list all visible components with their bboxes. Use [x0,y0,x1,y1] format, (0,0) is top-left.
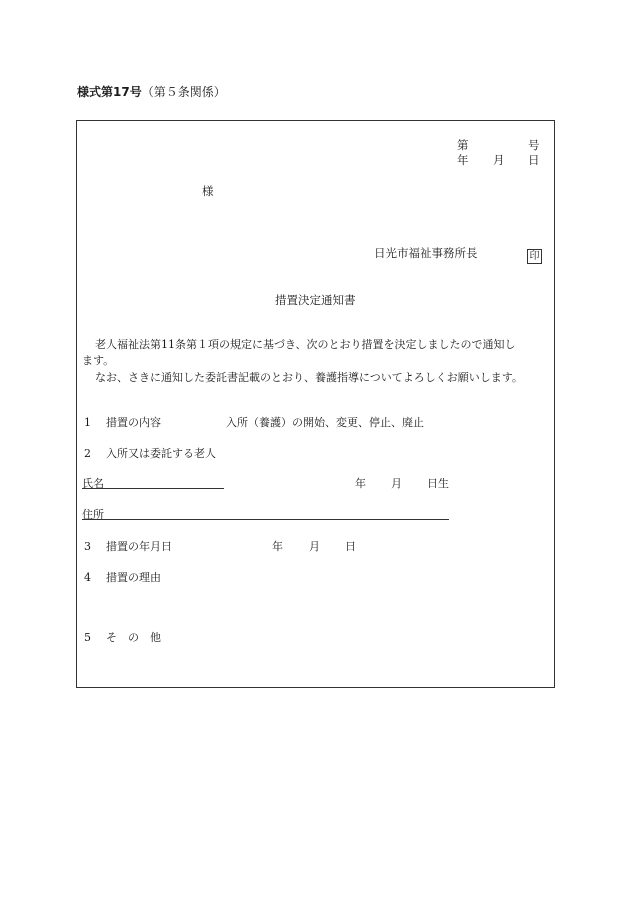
s3-year: 年 [272,540,283,553]
body-line-2: ます。 [82,354,115,367]
seal-text: 印 [527,249,542,264]
form-number [77,83,226,100]
s3-month: 月 [309,540,320,553]
birth-day: 日生 [427,477,449,490]
section-5 [84,629,161,645]
section-4-label: 措置の理由 [106,571,161,584]
date-day: 日 [528,153,540,167]
issuer-name: 日光市福祉事務所長 [374,246,478,260]
section-4-number: 4 [84,571,91,584]
birth-month: 月 [391,477,402,490]
date-year: 年 [457,153,469,167]
section-4 [84,569,161,585]
address-label: 住所 [82,508,104,521]
s3-day: 日 [345,540,356,553]
section-5-number: 5 [84,631,91,644]
document-frame [76,120,555,688]
name-underline [82,488,224,489]
form-number-label: 様式第17号 [77,85,142,99]
document-title: 措置決定通知書 [275,293,356,307]
birth-year: 年 [355,477,366,490]
body-line-3: なお、さきに通知した委託書記載のとおり、養護指導についてよろしくお願いします。 [95,371,523,384]
seal-mark [525,244,542,264]
section-3-label: 措置の年月日 [106,540,172,553]
number-suffix: 号 [528,138,540,152]
section-2-label: 入所又は委託する老人 [106,447,216,460]
name-label: 氏名 [82,477,104,490]
form-number-relation: （第５条関係） [141,85,226,99]
address-underline [82,519,449,520]
section-1-label: 措置の内容 [106,416,161,429]
section-1-value: 入所（養護）の開始、変更、停止、廃止 [226,416,424,429]
section-3-number: 3 [84,540,91,553]
date-month: 月 [493,153,505,167]
body-line-1: 老人福祉法第11条第１項の規定に基づき、次のとおり措置を決定しましたので通知し [95,338,516,351]
section-2 [84,445,216,461]
section-1 [84,414,161,430]
section-3 [84,538,172,554]
section-5-label: そ の 他 [106,631,161,644]
recipient-honorific: 様 [202,184,214,198]
section-1-number: 1 [84,416,91,429]
section-2-number: 2 [84,447,91,460]
number-prefix: 第 [457,138,469,152]
